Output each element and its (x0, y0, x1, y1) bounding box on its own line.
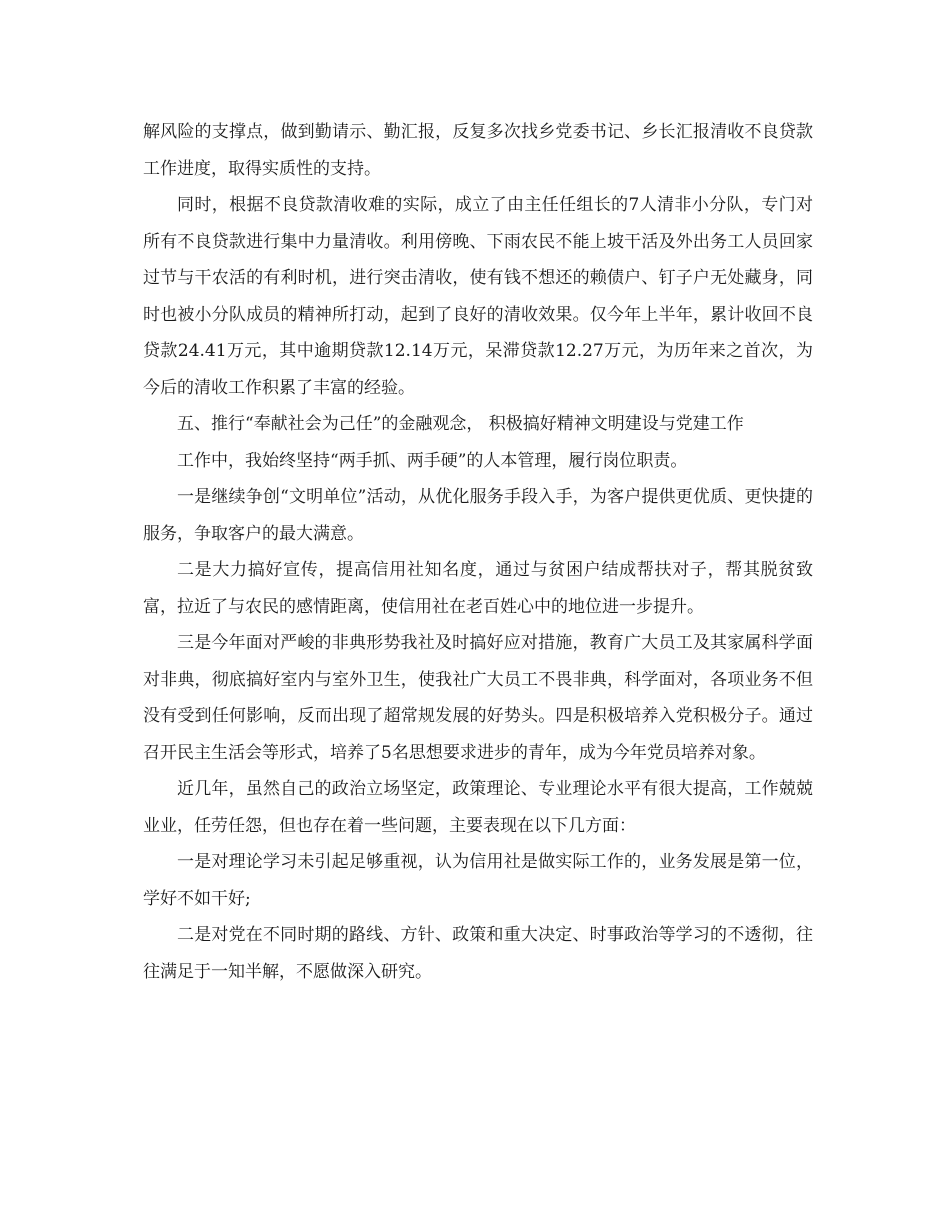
paragraph: 同时，根据不良贷款清收难的实际，成立了由主任任组长的7人清非小分队，专门对所有不良贷款进行集中力量清收。利用傍晚、下雨农民不能上坡干活及外出务工人员回家过节与干农活的有利时机，进行突击清收，使有钱不想还的赖债户、钉子户无处藏身，同时也被小分队成员的精神所打动，起到了良好的清收效果。仅今年上半年，累计收回不良贷款24.41万元，其中逾期贷款12.14万元，呆滞贷款12.27万元，为历年来之首次，为今后的清收工作积累了丰富的经验。 (143, 195, 813, 398)
paragraph: 一是对理论学习未引起足够重视，认为信用社是做实际工作的，业务发展是第一位，学好不如干好; (143, 852, 813, 909)
paragraph: 二是对党在不同时期的路线、方针、政策和重大决定、时事政治等学习的不透彻，往往满足于一知半解，不愿做深入研究。 (143, 925, 813, 982)
paragraph: 解风险的支撑点，做到勤请示、勤汇报，反复多次找乡党委书记、乡长汇报清收不良贷款工作进度，取得实质性的支持。 (143, 122, 813, 179)
section-heading: 五、推行“奉献社会为己任”的金融观念， 积极搞好精神文明建设与党建工作 (177, 414, 744, 434)
paragraph: 近几年，虽然自己的政治立场坚定，政策理论、专业理论水平有很大提高，工作兢兢业业，任劳任怨，但也存在着一些问题，主要表现在以下几方面： (143, 779, 813, 836)
paragraph: 二是大力搞好宣传，提高信用社知名度，通过与贫困户结成帮扶对子，帮其脱贫致富，拉近了与农民的感情距离，使信用社在老百姓心中的地位进一步提升。 (143, 560, 813, 617)
paragraph: 三是今年面对严峻的非典形势我社及时搞好应对措施，教育广大员工及其家属科学面对非典，彻底搞好室内与室外卫生，使我社广大员工不畏非典，科学面对，各项业务不但没有受到任何影响，反而出现了超常规发展的好势头。四是积极培养入党积极分子。通过召开民主生活会等形式，培养了5名思想要求进步的青年，成为今年党员培养对象。 (143, 633, 813, 763)
document-body (143, 114, 813, 990)
paragraph: 一是继续争创“文明单位”活动，从优化服务手段入手，为客户提供更优质、更快捷的服务，争取客户的最大满意。 (143, 487, 813, 544)
paragraph: 工作中，我始终坚持“两手抓、两手硬”的人本管理，履行岗位职责。 (177, 450, 688, 471)
